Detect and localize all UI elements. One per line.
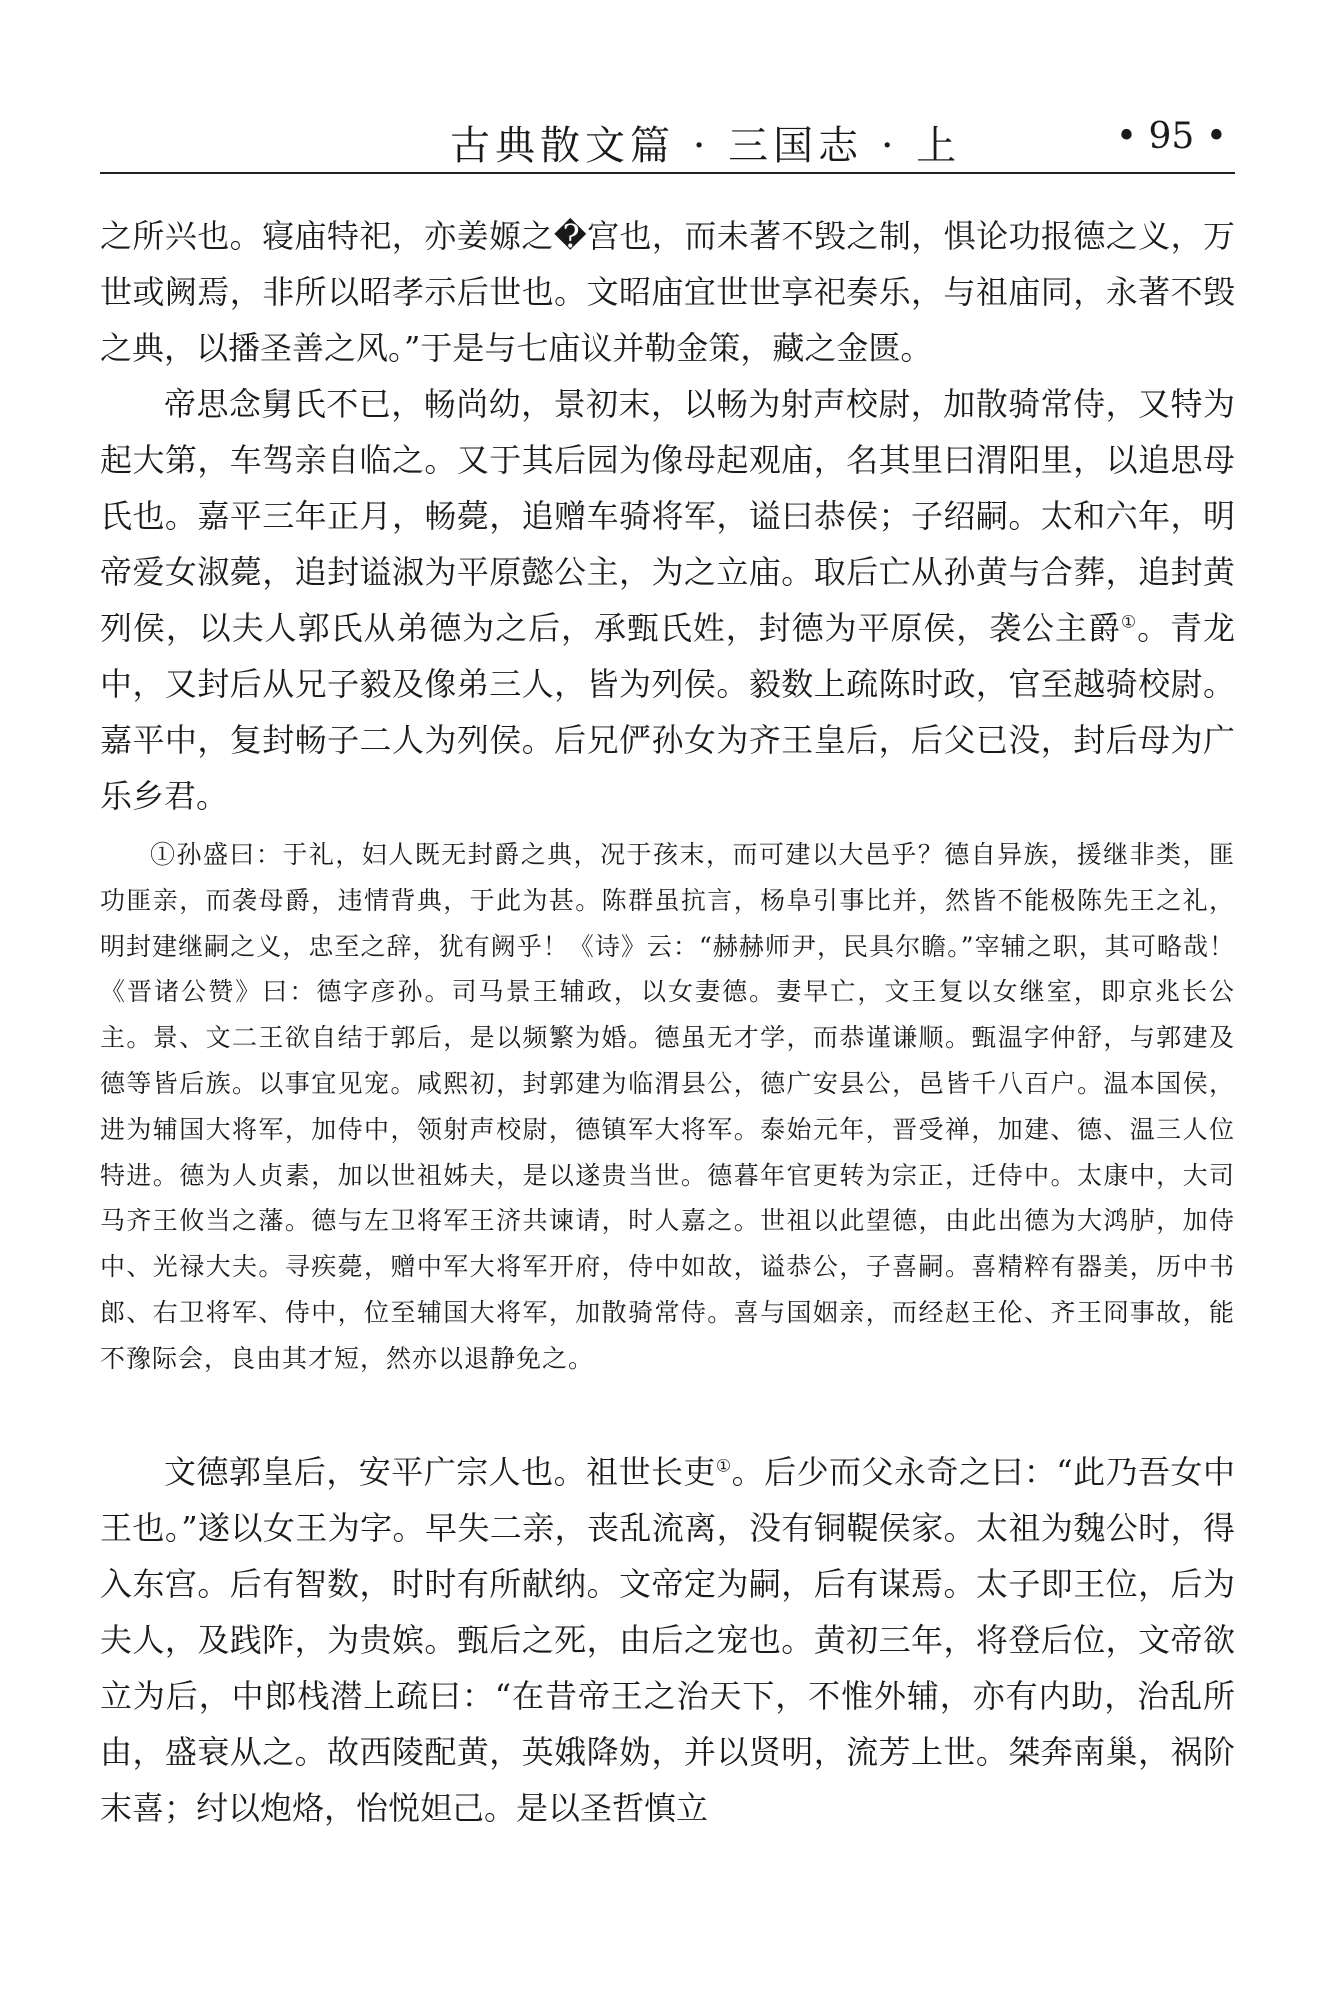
running-title: 古典散文篇 · 三国志 · 上 [450,123,962,169]
section-2-paragraph [100,1444,1235,1836]
footnote: ①孙盛曰：于礼，妇人既无封爵之典，况于孩末，而可建以大邑乎？德自异族，援继非类，匪功匪亲，而袭母爵，违情背典，于此为甚。陈群虽抗言，杨阜引事比并，然皆不能极陈先王之礼，明封建继嗣之义，忠至之辞，犹有阙乎！《诗》云：“赫赫师尹，民具尔瞻。”宰辅之职，其可略哉！《晋诸公赞》曰：德字彦孙。司马景王辅政，以女妻德。妻早亡，文王复以女继室，即京兆长公主。景、文二王欲自结于郭后，是以频繁为婚。德虽无才学，而恭谨谦顺。甄温字仲舒，与郭建及德等皆后族。以事宜见宠。咸熙初，封郭建为临渭县公，德广安县公，邑皆千八百户。温本国侯，进为辅国大将军，加侍中，领射声校尉，德镇军大将军。泰始元年，晋受禅，加建、德、温三人位特进。德为人贞素，加以世祖姊夫，是以遂贵当世。德暮年官更转为宗正，迁侍中。太康中，大司马齐王攸当之藩。德与左卫将军王济共谏请，时人嘉之。世祖以此望德，由此出德为大鸿胪，加侍中、光禄大夫。寻疾薨，赠中军大将军开府，侍中如故，谥恭公，子喜嗣。喜精粹有器美，历中书郎、右卫将军、侍中，位至辅国大将军，加散骑常侍。喜与国姻亲，而经赵王伦、齐王冏事故，能不豫际会，良由其才短，然亦以退静免之。 [100,840,1235,1373]
paragraph-2-text-after: 。青龙中，又封后从兄子毅及像弟三人，皆为列侯。毅数上疏陈时政，官至越骑校尉。嘉平中，复封畅子二人为列侯。后兄俨孙女为齐王皇后，后父已没，封后母为广乐乡君。 [100,609,1235,815]
paragraph-2 [100,376,1235,824]
section-2-text: 文德郭皇后，安平广宗人也。祖世长吏 [164,1452,716,1491]
page-body [100,208,1235,1836]
section-gap [100,1382,1235,1444]
footnote-marker: ① [715,1455,732,1476]
paragraph-2-text: 帝思念舅氏不已，畅尚幼，景初末，以畅为射声校尉，加散骑常侍，又特为起大第，车驾亲自临之。又于其后园为像母起观庙，名其里曰渭阳里，以追思母氏也。嘉平三年正月，畅薨，追赠车骑将军，谥曰恭侯；子绍嗣。太和六年，明帝爱女淑薨，追封谥淑为平原懿公主，为之立庙。取后亡从孙黄与合葬，追封黄列侯，以夫人郭氏从弟德为之后，承甄氏姓，封德为平原侯，袭公主爵 [100,385,1235,647]
page-number: • 95 • [1115,116,1227,157]
footnote-marker: ① [1120,612,1138,633]
paragraph-1: 之所兴也。寝庙特祀，亦姜嫄之�宫也，而未著不毁之制，惧论功报德之义，万世或阙焉，非所以昭孝示后世也。文昭庙宜世世享祀奏乐，与祖庙同，永著不毁之典，以播圣善之风。”于是与七庙议并勒金策，藏之金匮。 [100,217,1235,367]
page-header [100,108,1235,174]
section-2-text-after: 。后少而父永奇之曰：“此乃吾女中王也。”遂以女王为字。早失二亲，丧乱流离，没有铜鞮侯家。太祖为魏公时，得入东宫。后有智数，时时有所献纳。文帝定为嗣，后有谋焉。太子即王位，后为夫人，及践阼，为贵嫔。甄后之死，由后之宠也。黄初三年，将登后位，文帝欲立为后，中郎栈潜上疏曰：“在昔帝王之治天下，不惟外辅，亦有内助，治乱所由，盛衰从之。故西陵配黄，英娥降妫，并以贤明，流芳上世。桀奔南巢，祸阶末喜；纣以炮烙，怡悦妲己。是以圣哲慎立 [100,1452,1235,1827]
